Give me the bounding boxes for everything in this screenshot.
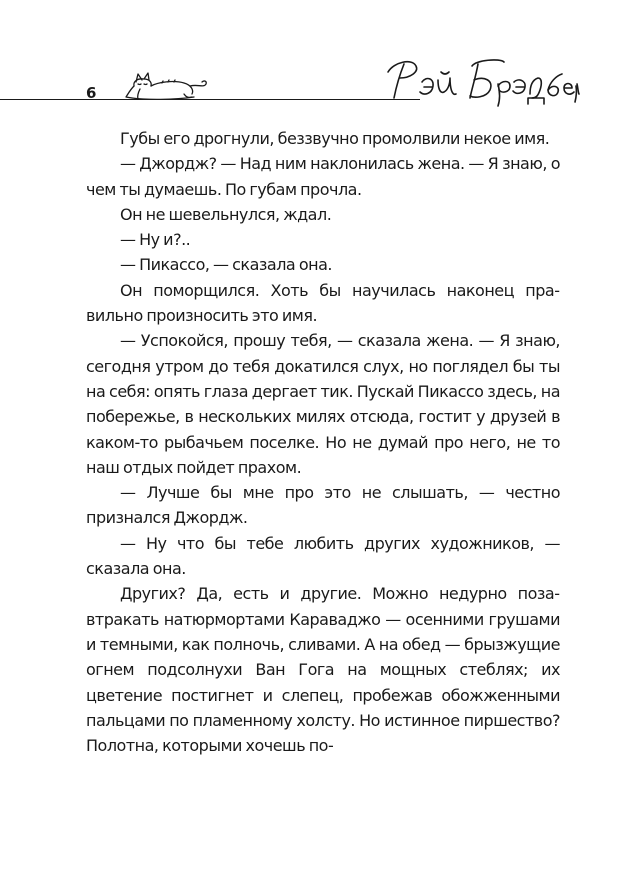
paragraph: — Ну что бы тебе любить других художников, — сказала она. <box>86 533 560 579</box>
sleeping-cat-icon <box>118 64 214 104</box>
body-text <box>86 126 560 758</box>
paragraph: — Ну и?.. <box>120 230 191 250</box>
paragraph: Губы его дрогнули, беззвучно промолвили некое имя. <box>120 129 550 148</box>
paragraph: — Пикассо, — сказала она. <box>120 255 332 275</box>
paragraph: — Успокойся, прошу тебя, — сказала жена. — Я знаю, сегодня утром до тебя докатился слух, но поглядел бы ты на себя: опять глаза дергает тик. Пускай Пикассо здесь, на побережье, в нескольких милях отсюда, гостит у друзей в каком-то рыбачьем поселке. Но не думай про него, не то наш отдых пойдет прахом. <box>86 331 560 477</box>
paragraph: Он не шевельнулся, ждал. <box>120 204 332 224</box>
paragraph: Других? Да, есть и другие. Можно недурно позавтракать натюрмортами Караваджо — осенними грушами и темными, как полночь, сливами. А на обед — брызжущие огнем подсолнухи Ван Гога на мощных стеблях; их цветение постигнет и слепец, пробежав обожженными пальцами по пламенному холсту. Но истинное пиршество? Полотна, которыми хочешь по- <box>86 584 560 756</box>
paragraph: — Лучше бы мне про это не слышать, — честно признался Джордж. <box>86 483 560 528</box>
page-header <box>0 0 620 110</box>
author-signature <box>380 52 580 108</box>
paragraph: — Джордж? — Над ним наклонилась жена. — Я знаю, о чем ты думаешь. По губам прочла. <box>86 154 560 199</box>
paragraph: Он поморщился. Хоть бы научилась наконец правильно произносить это имя. <box>86 280 560 326</box>
page-number: 6 <box>86 84 97 102</box>
